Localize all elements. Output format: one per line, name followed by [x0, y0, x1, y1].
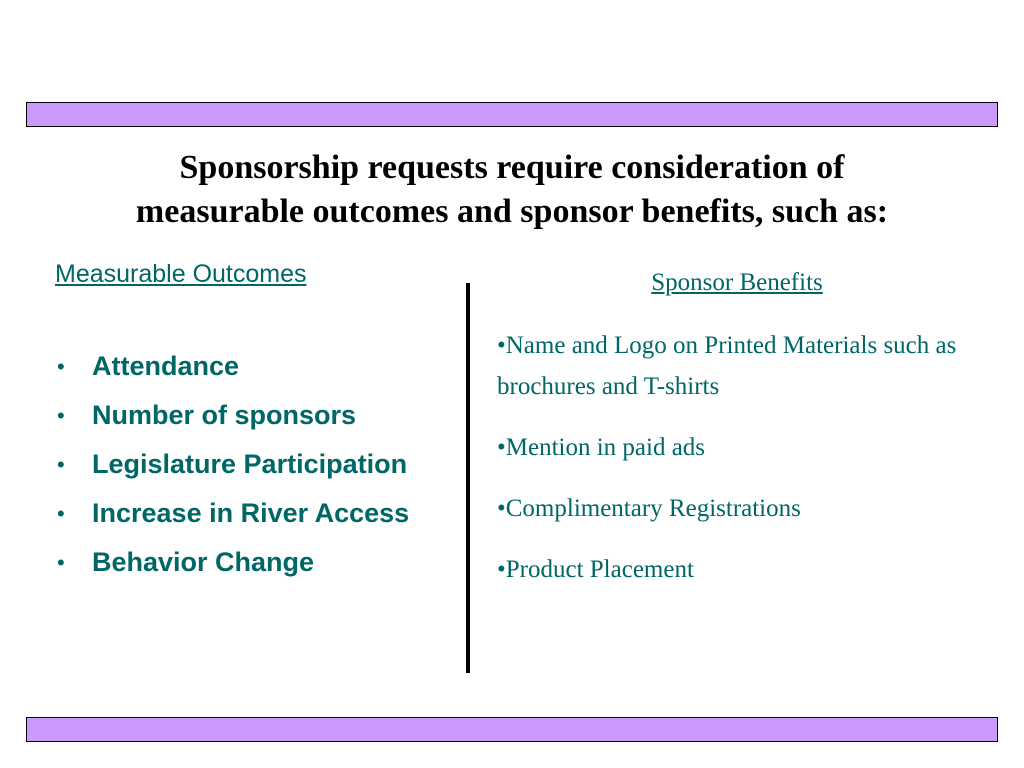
bottom-accent-band	[26, 717, 998, 742]
list-item-label: Attendance	[92, 351, 240, 381]
list-item	[55, 444, 445, 485]
list-item	[55, 395, 445, 436]
sponsor-benefits-column	[497, 265, 977, 610]
list-item: •Mention in paid ads	[497, 434, 706, 461]
list-item: •Name and Logo on Printed Materials such as brochures and T-shirts	[497, 332, 957, 400]
list-item-label: Behavior Change	[92, 547, 315, 577]
bullet-icon: •	[57, 354, 65, 379]
column-divider	[466, 283, 470, 673]
measurable-outcomes-heading: Measurable Outcomes	[55, 260, 307, 288]
bullet-icon: •	[57, 452, 65, 477]
bullet-icon: •	[57, 403, 65, 428]
title-line-2: measurable outcomes and sponsor benefits, such as:	[135, 193, 889, 230]
slide-title	[30, 146, 994, 234]
list-item-label: Legislature Participation	[92, 449, 408, 479]
sponsor-benefits-list	[497, 325, 977, 590]
title-line-1: Sponsorship requests require consideration of	[179, 149, 845, 186]
bullet-icon: •	[57, 501, 65, 526]
list-item: •Product Placement	[497, 556, 694, 583]
top-accent-band	[26, 102, 998, 127]
list-item: •Complimentary Registrations	[497, 495, 801, 522]
list-item-label: Number of sponsors	[92, 400, 357, 430]
bullet-icon: •	[57, 550, 65, 575]
list-item	[55, 542, 445, 583]
list-item	[55, 346, 445, 387]
measurable-outcomes-list	[55, 346, 445, 583]
list-item	[55, 493, 445, 534]
list-item-label: Increase in River Access	[92, 498, 410, 528]
sponsor-benefits-heading: Sponsor Benefits	[651, 269, 823, 296]
measurable-outcomes-column	[55, 256, 445, 591]
